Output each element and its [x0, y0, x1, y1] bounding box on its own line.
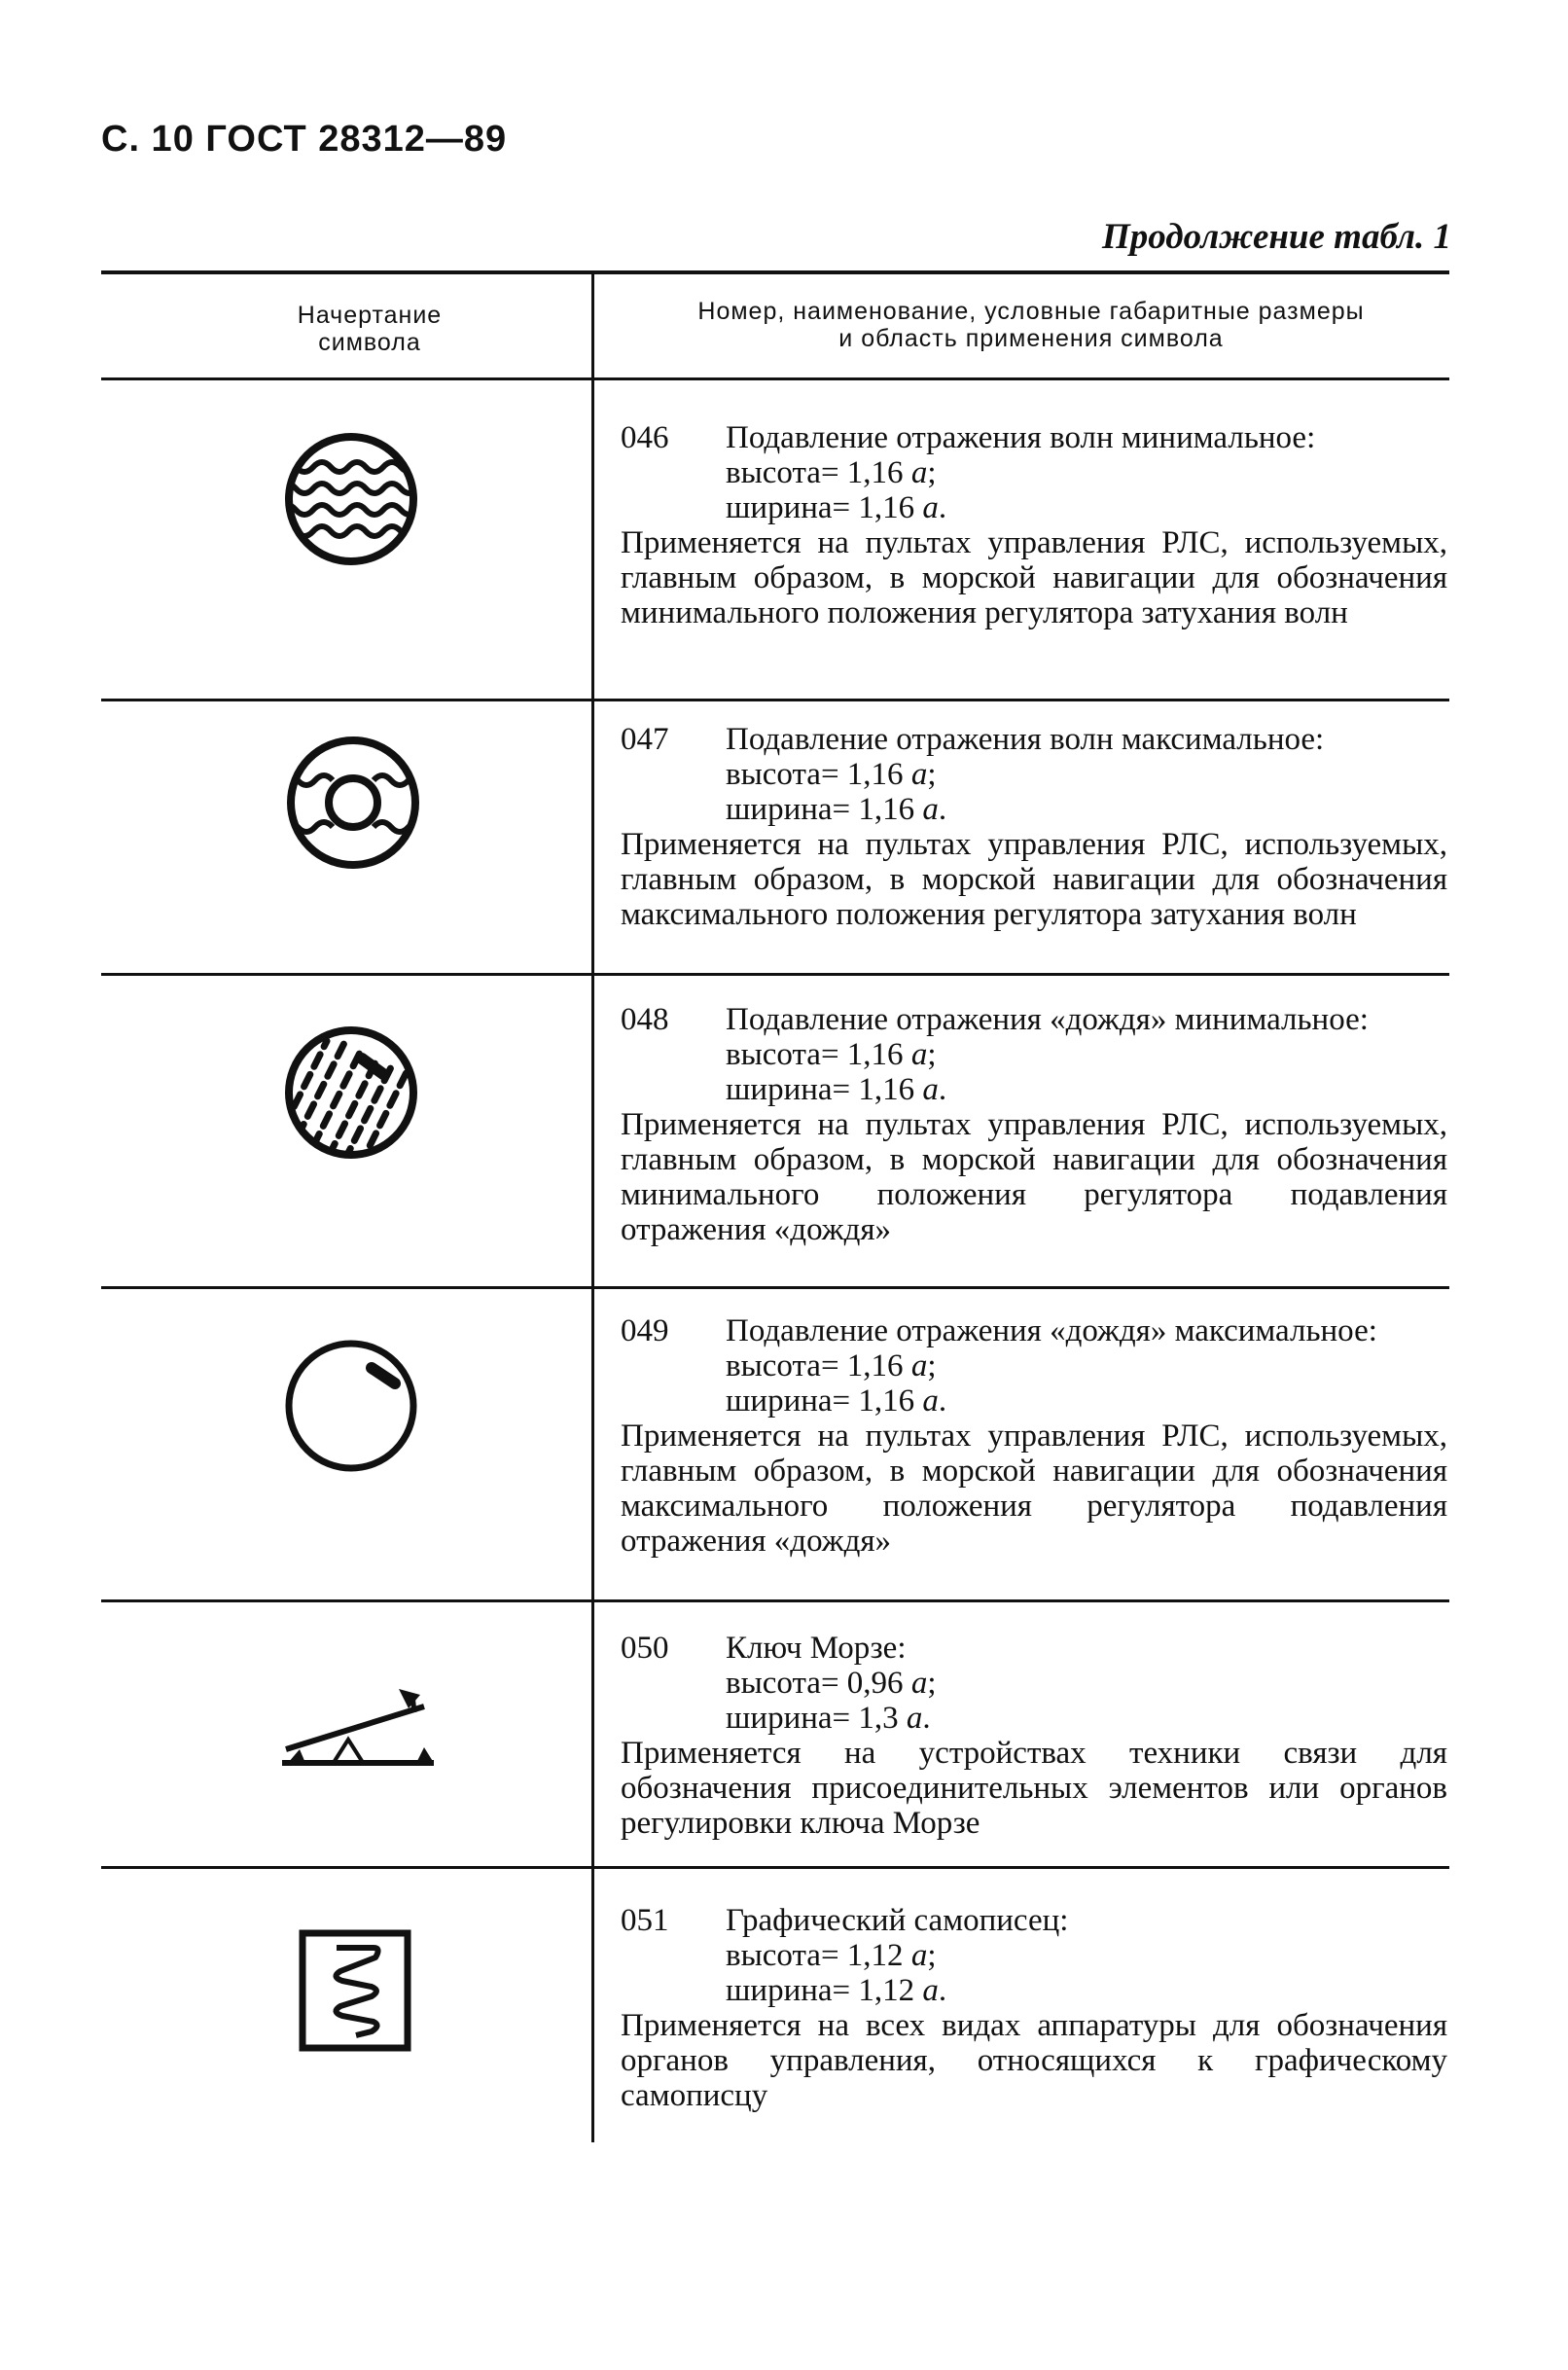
entry-description: Применяется на устройствах техники связи для обозначения присоединительных элементов или органов регулировки ключа Морзе [621, 1736, 1447, 1841]
entry-height: высота= 1,16 а; [726, 455, 937, 490]
page-header: С. 10 ГОСТ 28312—89 [101, 119, 508, 160]
entry-number: 046 [621, 420, 669, 455]
row-divider [101, 1286, 1449, 1289]
entry-description: Применяется на всех видах аппаратуры для обозначения органов управления, относящихся к графическому самописцу [621, 2008, 1447, 2113]
entry-height: высота= 1,12 а; [726, 1938, 937, 1973]
entry-title: Подавление отражения «дождя» минимальное: [726, 1002, 1369, 1037]
entry-height: высота= 1,16 а; [726, 1348, 937, 1383]
entry-height: высота= 1,16 а; [726, 757, 937, 792]
entry-title: Графический самописец: [726, 1903, 1069, 1938]
row-divider [101, 1866, 1449, 1869]
table-column-divider [591, 274, 594, 2142]
waves-circle-max-icon [280, 730, 426, 876]
symbol-entry-047 [621, 722, 1447, 932]
entry-title: Подавление отражения волн минимальное: [726, 420, 1316, 455]
entry-description: Применяется на пультах управления РЛС, используемых, главным образом, в морской навигации для обозначения минимального положения регулятора подавления отражения «дождя» [621, 1107, 1447, 1247]
column-header-description [623, 298, 1440, 352]
entry-number: 047 [621, 722, 669, 757]
rain-circle-min-icon [278, 1020, 424, 1166]
symbol-entry-046 [621, 420, 1447, 630]
column-header-symbol: Начертание символа [297, 302, 443, 356]
entry-width: ширина= 1,16 а. [726, 1072, 947, 1107]
table-continuation-label: Продолжение табл. 1 [1102, 217, 1451, 257]
morse-key-icon [278, 1670, 444, 1777]
entry-title: Подавление отражения «дождя» максимальное: [726, 1313, 1377, 1348]
graphic-recorder-icon [298, 1928, 414, 2055]
symbol-entry-051 [621, 1903, 1447, 2113]
entry-description: Применяется на пультах управления РЛС, используемых, главным образом, в морской навигации для обозначения максимального положения регулятора затухания волн [621, 827, 1447, 932]
entry-width: ширина= 1,16 а. [726, 792, 947, 827]
entry-number: 050 [621, 1631, 669, 1666]
entry-title: Подавление отражения волн максимальное: [726, 722, 1325, 757]
entry-title-block [621, 1313, 1447, 1348]
entry-title: Ключ Морзе: [726, 1631, 907, 1666]
row-divider [101, 973, 1449, 976]
entry-description: Применяется на пультах управления РЛС, используемых, главным образом, в морской навигации для обозначения минимального положения регулятора затухания волн [621, 525, 1447, 630]
table-top-rule [101, 270, 1449, 274]
row-divider [101, 699, 1449, 701]
entry-height: высота= 1,16 а; [726, 1037, 937, 1072]
symbol-entry-049 [621, 1313, 1447, 1559]
row-divider [101, 1599, 1449, 1602]
entry-number: 051 [621, 1903, 669, 1938]
entry-width: ширина= 1,16 а. [726, 490, 947, 525]
entry-width: ширина= 1,16 а. [726, 1383, 947, 1418]
rain-circle-max-icon [278, 1333, 424, 1479]
entry-width: ширина= 1,12 а. [726, 1973, 947, 2008]
column-header-description-line2: и область применения символа [838, 325, 1224, 352]
waves-circle-min-icon [278, 426, 424, 572]
symbol-entry-048 [621, 1002, 1447, 1247]
entry-height: высота= 0,96 а; [726, 1666, 937, 1701]
entry-width: ширина= 1,3 а. [726, 1701, 931, 1736]
entry-number: 049 [621, 1313, 669, 1348]
column-header-description-line1: Номер, наименование, условные габаритные размеры [697, 298, 1365, 325]
entry-number: 048 [621, 1002, 669, 1037]
entry-title-block [621, 1002, 1447, 1037]
symbol-entry-050 [621, 1631, 1447, 1841]
entry-description: Применяется на пультах управления РЛС, используемых, главным образом, в морской навигации для обозначения максимального положения регулятора подавления отражения «дождя» [621, 1418, 1447, 1559]
table-header-rule [101, 377, 1449, 380]
